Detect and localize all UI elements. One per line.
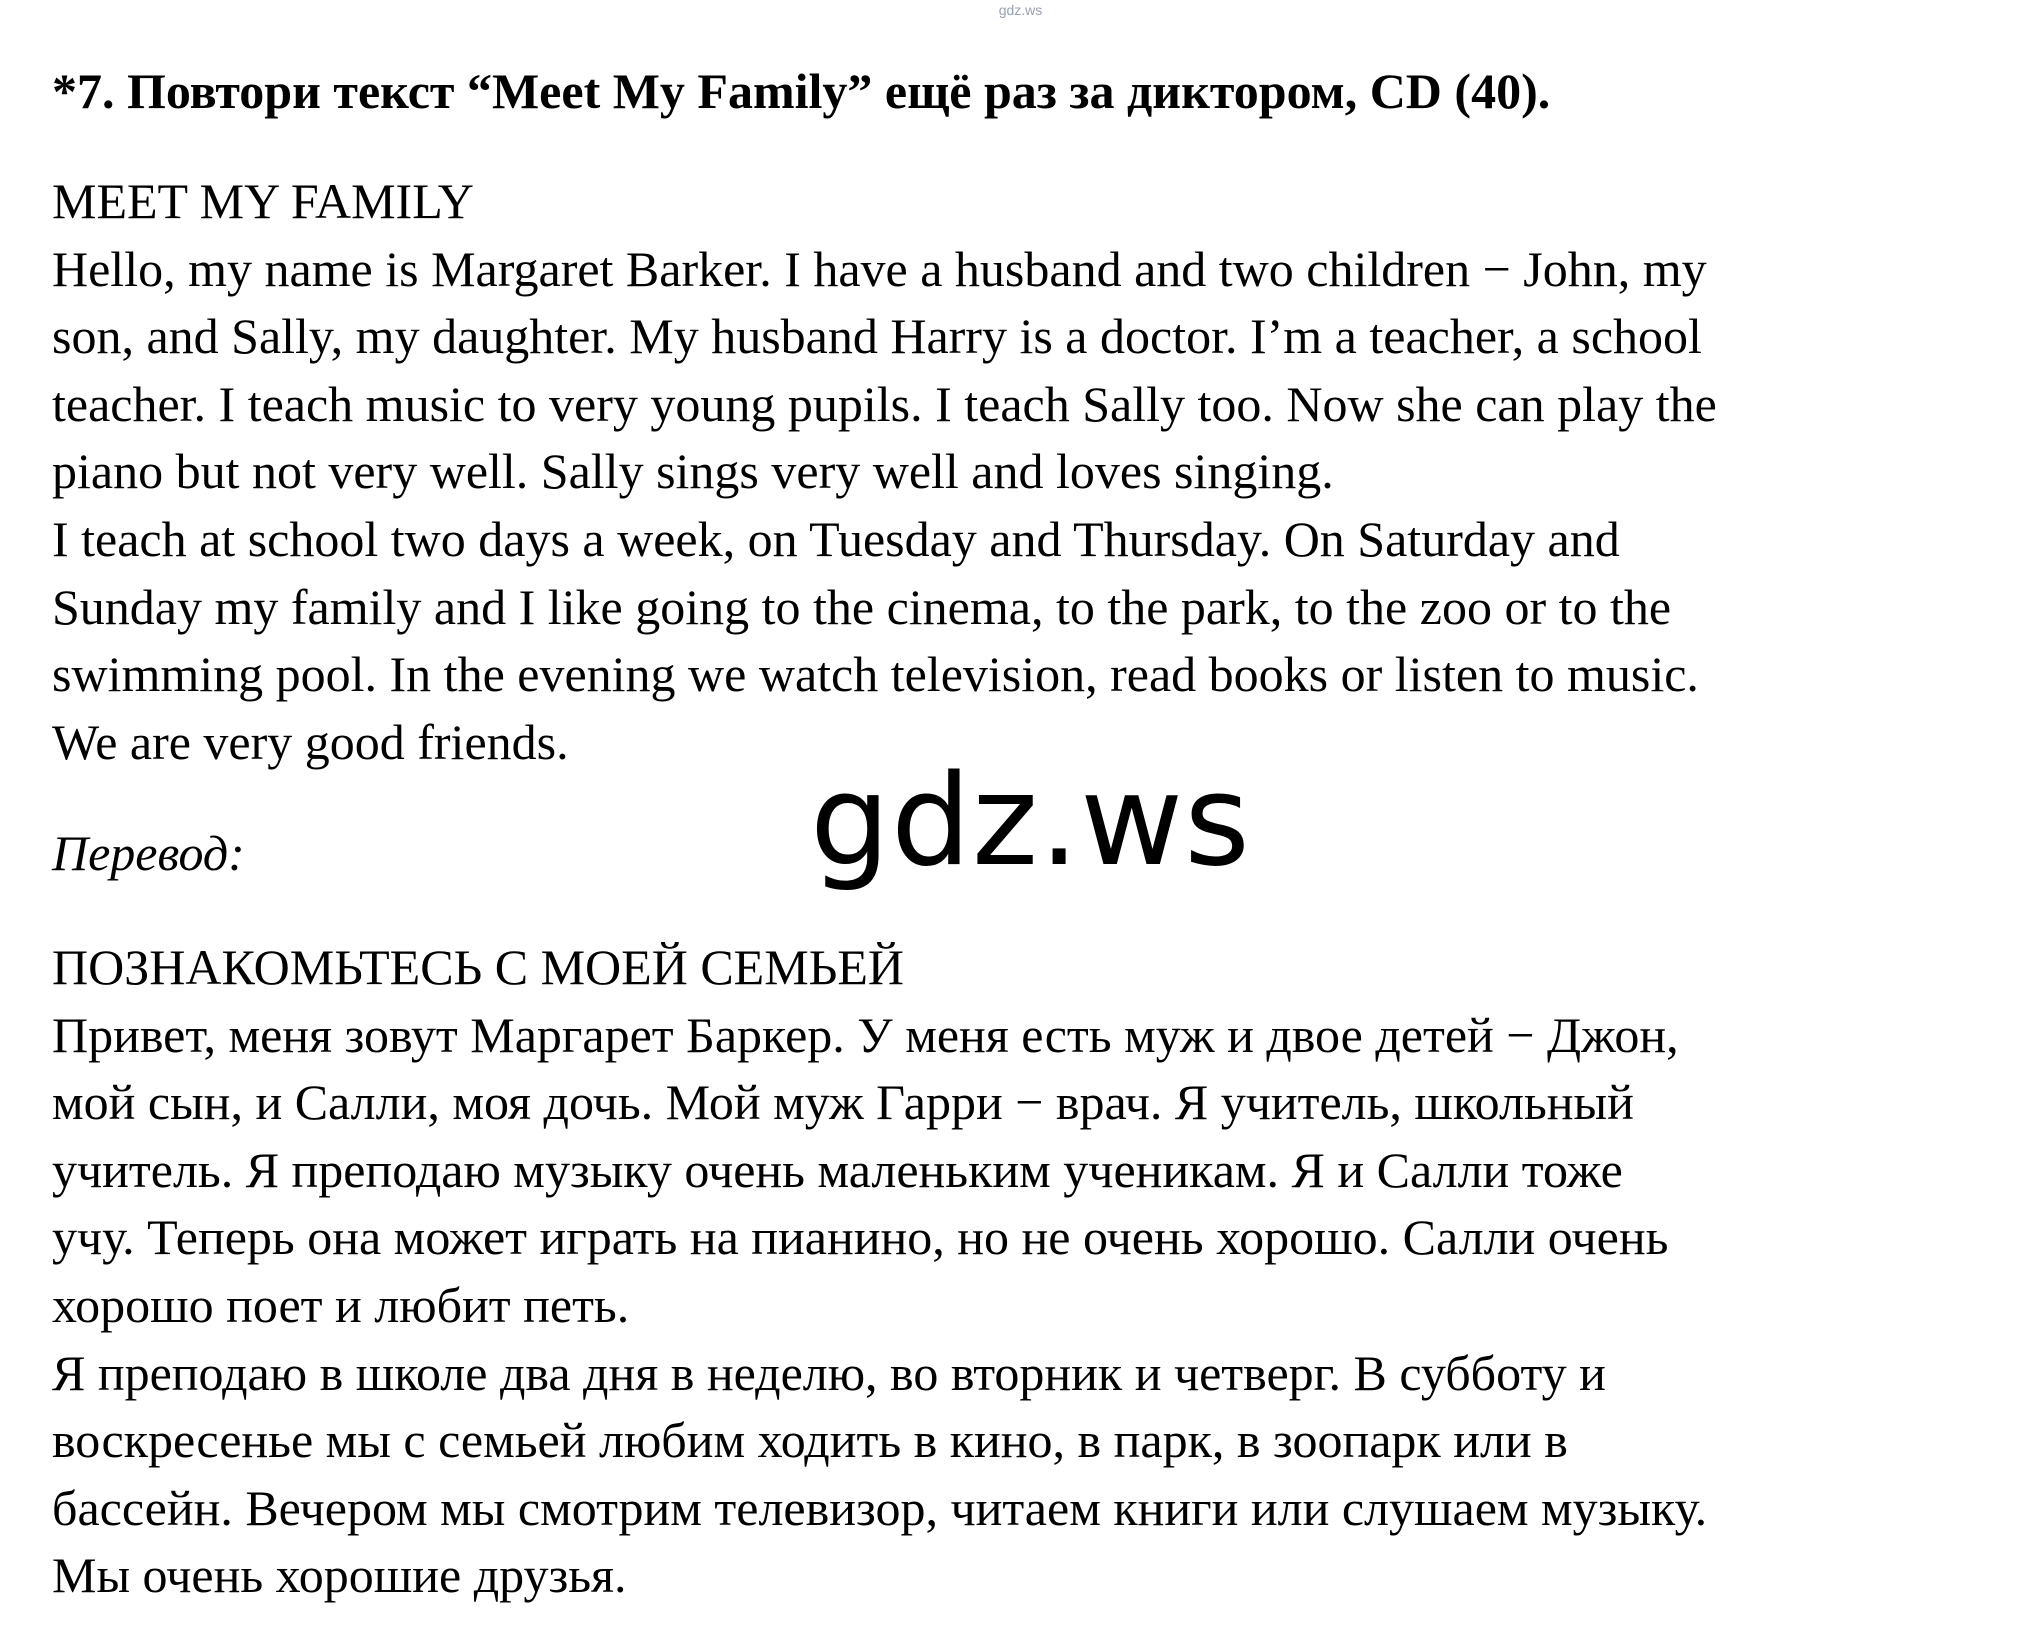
english-line: son, and Sally, my daughter. My husband Harry is a doctor. I’m a teacher, a school bbox=[52, 308, 1702, 365]
english-line: Hello, my name is Margaret Barker. I have a husband and two children − John, my bbox=[52, 240, 1707, 297]
russian-line: хорошо поет и любит петь. bbox=[52, 1276, 630, 1333]
russian-line: Мы очень хорошие друзья. bbox=[52, 1547, 627, 1604]
english-line: teacher. I teach music to very young pupils. I teach Sally too. Now she can play the bbox=[52, 375, 1717, 432]
russian-line: воскресенье мы с семьей любим ходить в кино, в парк, в зоопарк или в bbox=[52, 1412, 1568, 1469]
english-text bbox=[52, 168, 2012, 776]
english-line: piano but not very well. Sally sings very well and loves singing. bbox=[52, 443, 1334, 500]
task-heading: *7. Повтори текст “Meet My Family” ещё раз за диктором, CD (40). bbox=[52, 63, 1551, 119]
top-watermark: gdz.ws bbox=[998, 2, 1043, 18]
english-line: swimming pool. In the evening we watch television, read books or listen to music. bbox=[52, 646, 1699, 703]
russian-line: учитель. Я преподаю музыку очень маленьким ученикам. Я и Салли тоже bbox=[52, 1141, 1623, 1198]
russian-line: Я преподаю в школе два дня в неделю, во вторник и четверг. В субботу и bbox=[52, 1344, 1606, 1401]
russian-line: учу. Теперь она может играть на пианино, но не очень хорошо. Салли очень bbox=[52, 1209, 1669, 1266]
site-watermark: gdz.ws bbox=[810, 747, 1251, 894]
russian-text bbox=[52, 934, 2012, 1610]
russian-title: ПОЗНАКОМЬТЕСЬ С МОЕЙ СЕМЬЕЙ bbox=[52, 939, 905, 995]
russian-line: бассейн. Вечером мы смотрим телевизор, читаем книги или слушаем музыку. bbox=[52, 1479, 1708, 1536]
english-line: We are very good friends. bbox=[52, 713, 569, 770]
russian-line: мой сын, и Салли, моя дочь. Мой муж Гарри − врач. Я учитель, школьный bbox=[52, 1074, 1634, 1131]
english-line: I teach at school two days a week, on Tuesday and Thursday. On Saturday and bbox=[52, 510, 1620, 567]
translation-label: Перевод: bbox=[52, 825, 245, 881]
english-title: MEET MY FAMILY bbox=[52, 173, 474, 229]
english-line: Sunday my family and I like going to the cinema, to the park, to the zoo or to the bbox=[52, 578, 1672, 635]
russian-line: Привет, меня зовут Маргарет Баркер. У меня есть муж и двое детей − Джон, bbox=[52, 1006, 1679, 1063]
